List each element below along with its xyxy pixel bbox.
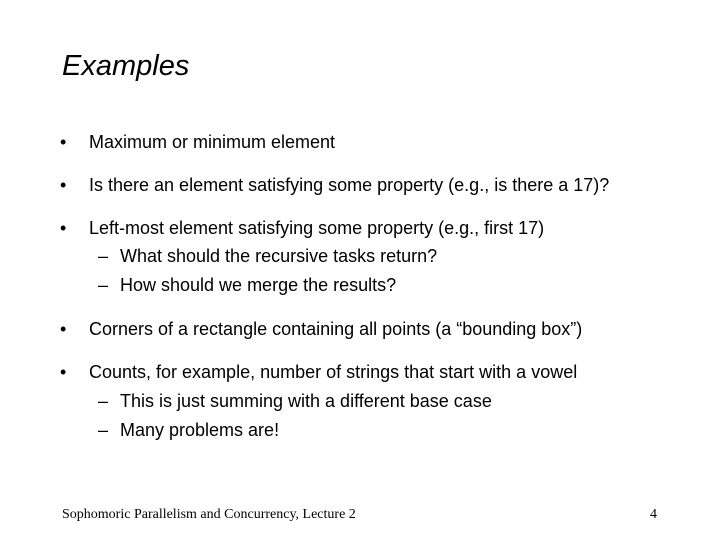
bullet-text: Left-most element satisfying some property (e.g., first 17) (89, 218, 545, 238)
bullet-marker: • (60, 175, 67, 195)
sub-bullet-marker: – (98, 391, 109, 411)
sub-bullet-text: Many problems are! (120, 420, 280, 440)
bullet-marker: • (60, 362, 67, 382)
sub-bullet-text: How should we merge the results? (120, 275, 397, 295)
sub-bullet-text: What should the recursive tasks return? (120, 246, 438, 266)
bullet-marker: • (60, 218, 67, 238)
bullet-marker: • (60, 319, 67, 339)
sub-bullet-marker: – (98, 420, 109, 440)
sub-bullet-marker: – (98, 246, 109, 266)
bullet-text: Corners of a rectangle containing all points (a “bounding box”) (89, 319, 583, 339)
sub-bullet-text: This is just summing with a different base case (120, 391, 492, 411)
slide-title: Examples (62, 50, 190, 82)
bullet-text: Is there an element satisfying some property (e.g., is there a 17)? (89, 175, 610, 195)
footer-page-number: 4 (650, 507, 657, 522)
footer-lecture-title: Sophomoric Parallelism and Concurrency, Lecture 2 (62, 507, 356, 522)
bullet-text: Counts, for example, number of strings that start with a vowel (89, 362, 578, 382)
bullet-marker: • (60, 132, 67, 152)
bullet-text: Maximum or minimum element (89, 132, 336, 152)
sub-bullet-marker: – (98, 275, 109, 295)
